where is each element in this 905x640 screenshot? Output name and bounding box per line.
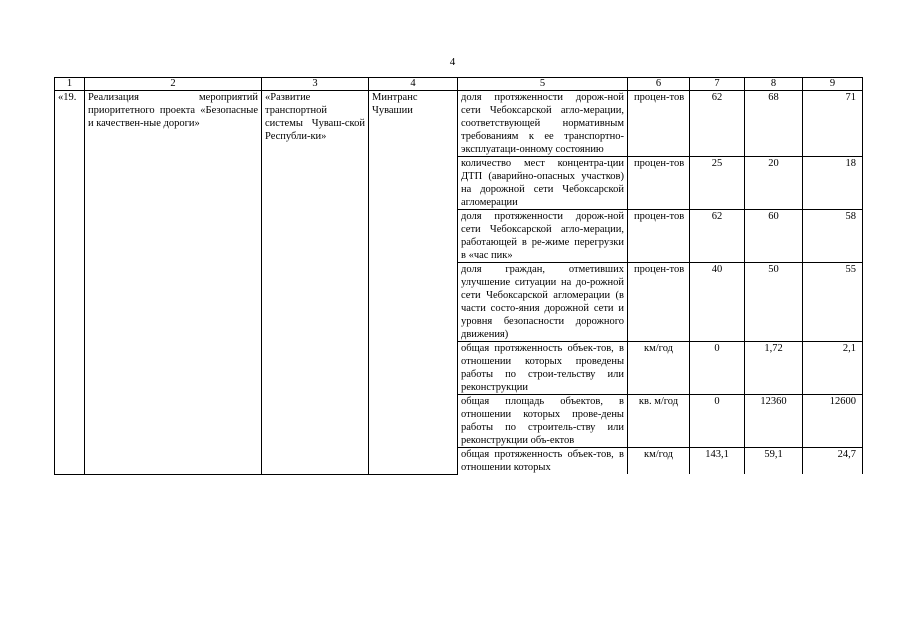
indicator-value: 68 (745, 91, 803, 157)
indicator-value: 12360 (745, 395, 803, 448)
indicator-name: доля граждан, отметивших улучшение ситуации на до-рожной сети Чебоксарской агломерации (в части состо-яния дорожной сети и уровня безопасности дорожного движения) (458, 263, 628, 342)
column-number: 9 (803, 78, 863, 91)
column-number: 1 (55, 78, 85, 91)
indicator-name: общая протяженность объек-тов, в отношении которых (458, 448, 628, 475)
indicator-unit: км/год (628, 448, 690, 475)
indicator-value: 60 (745, 210, 803, 263)
indicator-unit: процен-тов (628, 157, 690, 210)
table-row (55, 91, 863, 157)
indicator-value: 2,1 (803, 342, 863, 395)
column-number: 3 (262, 78, 369, 91)
indicator-value: 0 (690, 342, 745, 395)
indicator-value: 18 (803, 157, 863, 210)
column-number: 6 (628, 78, 690, 91)
indicator-name: доля протяженности дорож-ной сети Чебоксарской агло-мерации, соответствующей нормативным требованиям к ее транспортно-эксплуатаци-онному состоянию (458, 91, 628, 157)
indicator-value: 12600 (803, 395, 863, 448)
indicator-value: 71 (803, 91, 863, 157)
indicator-value: 62 (690, 210, 745, 263)
indicator-name: общая площадь объектов, в отношении которых прове-дены работы по строитель-ству или реконструкции объ-ектов (458, 395, 628, 448)
column-number-row (55, 78, 863, 91)
indicator-unit: процен-тов (628, 210, 690, 263)
indicator-value: 0 (690, 395, 745, 448)
column-number: 5 (458, 78, 628, 91)
indicator-unit: км/год (628, 342, 690, 395)
program-name: Реализация мероприятий приоритетного проекта «Безопасные и качествен-ные дороги» (85, 91, 262, 475)
column-number: 4 (369, 78, 458, 91)
indicator-value: 55 (803, 263, 863, 342)
column-number: 8 (745, 78, 803, 91)
indicator-value: 20 (745, 157, 803, 210)
page-number: 4 (449, 56, 456, 68)
indicator-name: количество мест концентра-ции ДТП (аварийно-опасных участков) на дорожной сети Чебоксарской агломерации (458, 157, 628, 210)
indicator-value: 58 (803, 210, 863, 263)
indicator-value: 25 (690, 157, 745, 210)
indicator-value: 143,1 (690, 448, 745, 475)
entry-number: «19. (55, 91, 85, 475)
indicator-value: 59,1 (745, 448, 803, 475)
indicator-value: 50 (745, 263, 803, 342)
indicator-unit: процен-тов (628, 263, 690, 342)
indicators-table (54, 77, 863, 475)
indicator-name: общая протяженность объек-тов, в отношении которых проведены работы по строи-тельству или реконструкции (458, 342, 628, 395)
indicator-unit: кв. м/год (628, 395, 690, 448)
executor-name: Минтранс Чувашии (369, 91, 458, 475)
column-number: 7 (690, 78, 745, 91)
indicator-value: 62 (690, 91, 745, 157)
indicator-value: 24,7 (803, 448, 863, 475)
subprogram-name: «Развитие транспортной системы Чуваш-ской Республи-ки» (262, 91, 369, 475)
column-number: 2 (85, 78, 262, 91)
indicator-unit: процен-тов (628, 91, 690, 157)
indicator-name: доля протяженности дорож-ной сети Чебоксарской агло-мерации, работающей в ре-жиме перегрузки в «час пик» (458, 210, 628, 263)
indicator-value: 1,72 (745, 342, 803, 395)
indicator-value: 40 (690, 263, 745, 342)
